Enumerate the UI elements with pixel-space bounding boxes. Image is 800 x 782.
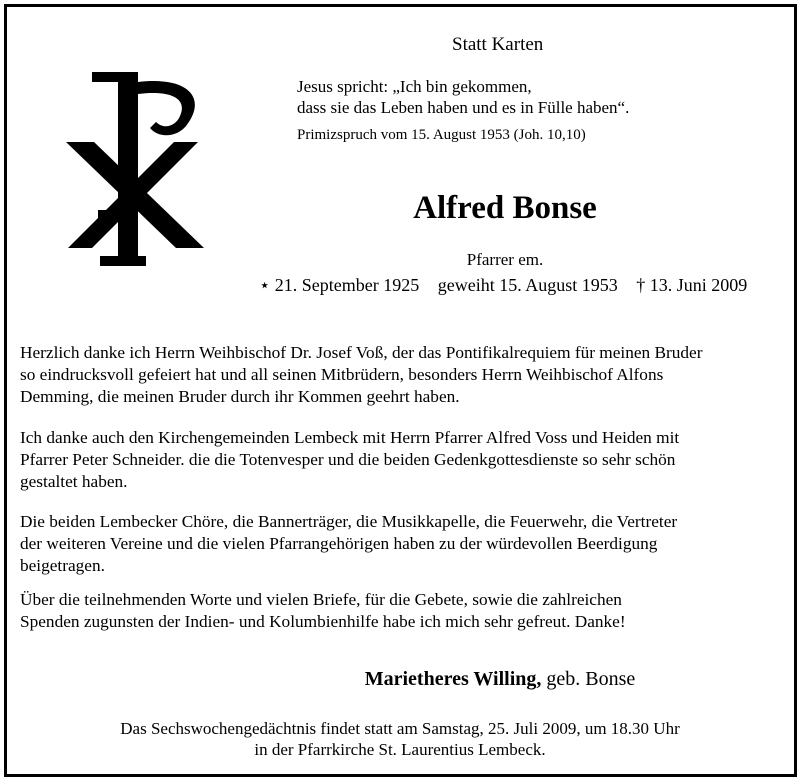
signer-maiden-name: geb. Bonse [546,668,636,690]
death-date: † 13. Juni 2009 [636,275,748,295]
footer-line-1: Das Sechswochengedächtnis findet statt am Samstag, 25. Juli 2009, um 18.30 Uhr [120,719,680,738]
paragraph-line: beigetragen. [20,556,105,575]
chi-rho-icon [58,68,208,268]
paragraph-line: Pfarrer Peter Schneider. die die Totenvesper und die beiden Gedenkgottesdienste so sehr schön [20,450,676,469]
signature-block [0,668,800,691]
signer-name: Marietheres Willing, [364,668,542,690]
paragraph-line: Über die teilnehmenden Worte und vielen Briefe, für die Gebete, sowie die zahlreichen [20,590,622,609]
deceased-title: Pfarrer em. [466,250,544,269]
deceased-name: Alfred Bonse [413,190,597,226]
paragraph-line: Demming, die meinen Bruder durch ihr Kommen geehrt haben. [20,387,460,406]
paragraph-3 [20,511,780,577]
paragraph-2 [20,427,780,493]
life-dates [259,275,747,296]
primiz-reference: Primizspruch vom 15. August 1953 (Joh. 10,10) [297,127,586,143]
header-statt-karten: Statt Karten [452,34,544,55]
paragraph-line: Herzlich danke ich Herrn Weihbischof Dr. Josef Voß, der das Pontifikalrequiem für meinen Bruder [20,343,703,362]
paragraph-1 [20,342,780,408]
scripture-quote [297,76,629,118]
paragraph-line: Spenden zugunsten der Indien- und Kolumbienhilfe habe ich mich sehr gefreut. Danke! [20,612,626,631]
paragraph-4 [20,589,780,633]
footer-line-2: in der Pfarrkirche St. Laurentius Lembeck. [254,740,546,759]
memorial-service-notice [0,718,800,760]
paragraph-line: gestaltet haben. [20,472,128,491]
ordination-date: geweiht 15. August 1953 [437,275,618,295]
quote-line-1: Jesus spricht: „Ich bin gekommen, [297,77,532,96]
paragraph-line: Ich danke auch den Kirchengemeinden Lembeck mit Herrn Pfarrer Alfred Voss und Heiden mit [20,428,680,447]
quote-line-2: dass sie das Leben haben und es in Fülle haben“. [297,98,630,117]
birth-date: ⋆ 21. September 1925 [259,275,420,295]
paragraph-line: der weiteren Vereine und die vielen Pfarrangehörigen haben zu der würdevollen Beerdigung [20,534,658,553]
paragraph-line: so eindrucksvoll gefeiert hat und all seinen Mitbrüdern, besonders Herrn Weihbischof Alfons [20,365,664,384]
paragraph-line: Die beiden Lembecker Chöre, die Bannerträger, die Musikkapelle, die Feuerwehr, die Vertreter [20,512,678,531]
